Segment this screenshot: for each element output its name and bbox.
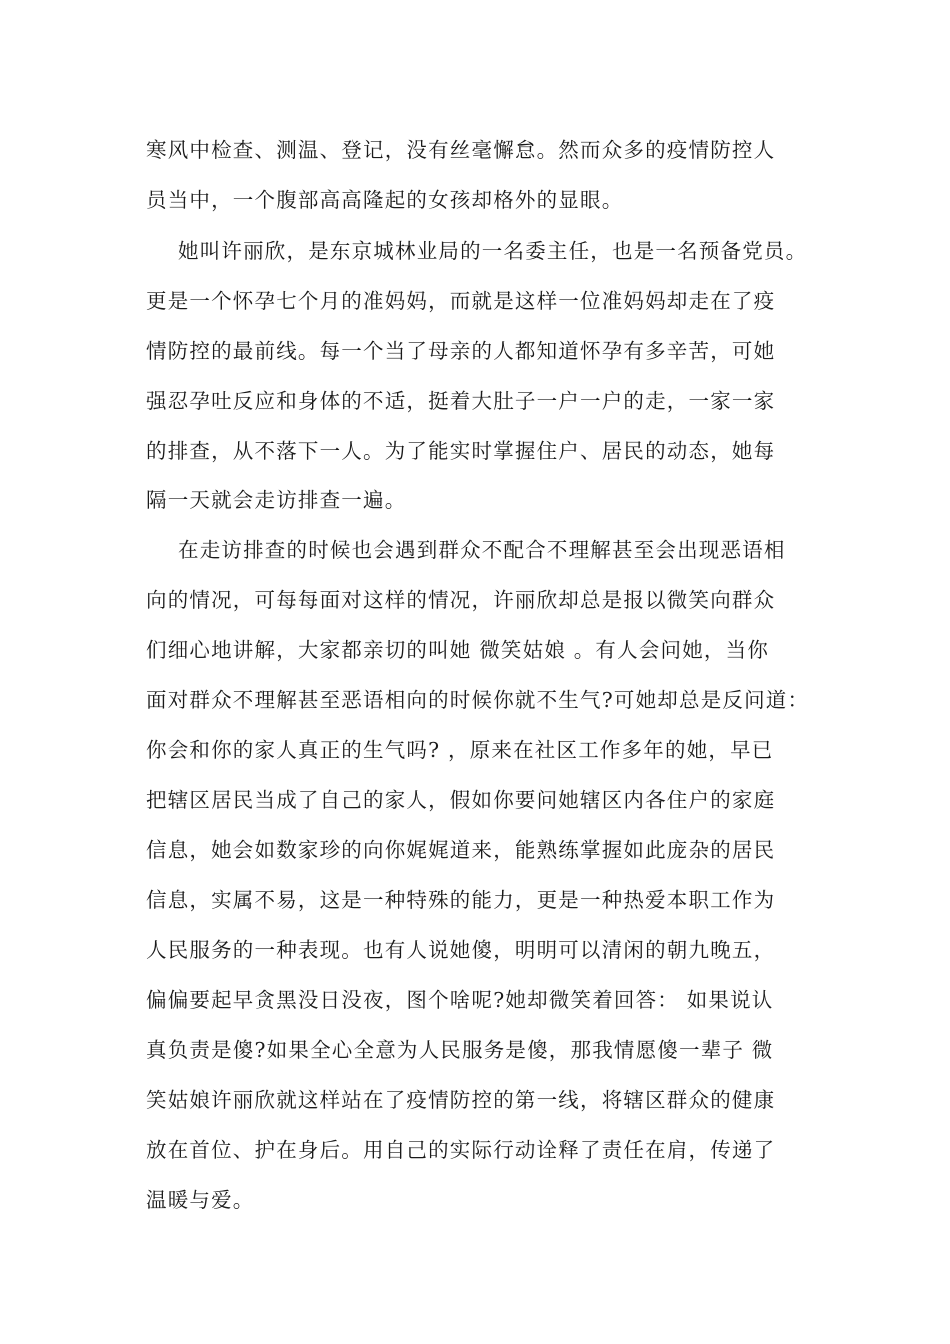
- text-line: 面对群众不理解甚至恶语相向的时候你就不生气?可她却总是反问道：: [146, 688, 810, 712]
- text-line: 信息，她会如数家珍的向你娓娓道来，能熟练掌握如此庞杂的居民: [146, 838, 776, 862]
- text-line: 们细心地讲解，大家都亲切的叫她 微笑姑娘 。有人会问她，当你: [146, 638, 770, 662]
- text-line: 温暖与爱。: [146, 1188, 255, 1212]
- text-line: 隔一天就会走访排查一遍。: [146, 488, 407, 512]
- paragraph-start-line: 她叫许丽欣，是东京城林业局的一名委主任，也是一名预备党员。: [178, 239, 808, 263]
- text-line: 人民服务的一种表现。也有人说她傻，明明可以清闲的朝九晚五，: [146, 938, 776, 962]
- text-line: 你会和你的家人真正的生气吗? ，原来在社区工作多年的她，早已: [146, 738, 774, 762]
- text-line: 偏偏要起早贪黑没日没夜，图个啥呢?她却微笑着回答： 如果说认: [146, 988, 774, 1012]
- text-line: 把辖区居民当成了自己的家人，假如你要问她辖区内各住户的家庭: [146, 788, 776, 812]
- text-line: 情防控的最前线。每一个当了母亲的人都知道怀孕有多辛苦，可她: [146, 339, 776, 363]
- text-line: 强忍孕吐反应和身体的不适，挺着大肚子一户一户的走，一家一家: [146, 389, 776, 413]
- text-line: 寒风中检查、测温、登记，没有丝毫懈怠。然而众多的疫情防控人: [146, 138, 776, 162]
- text-line: 的排查，从不落下一人。为了能实时掌握住户、居民的动态，她每: [146, 439, 776, 463]
- text-line: 向的情况，可每每面对这样的情况，许丽欣却总是报以微笑向群众: [146, 588, 776, 612]
- paragraph-start-line: 在走访排查的时候也会遇到群众不配合不理解甚至会出现恶语相: [178, 538, 786, 562]
- text-line: 真负责是傻?如果全心全意为人民服务是傻，那我情愿傻一辈子 微: [146, 1038, 774, 1062]
- text-line: 员当中，一个腹部高高隆起的女孩却格外的显眼。: [146, 188, 624, 212]
- text-line: 放在首位、护在身后。用自己的实际行动诠释了责任在肩，传递了: [146, 1138, 776, 1162]
- text-line: 更是一个怀孕七个月的准妈妈，而就是这样一位准妈妈却走在了疫: [146, 289, 776, 313]
- text-line: 信息，实属不易，这是一种特殊的能力，更是一种热爱本职工作为: [146, 888, 776, 912]
- text-line: 笑姑娘许丽欣就这样站在了疫情防控的第一线，将辖区群众的健康: [146, 1088, 776, 1112]
